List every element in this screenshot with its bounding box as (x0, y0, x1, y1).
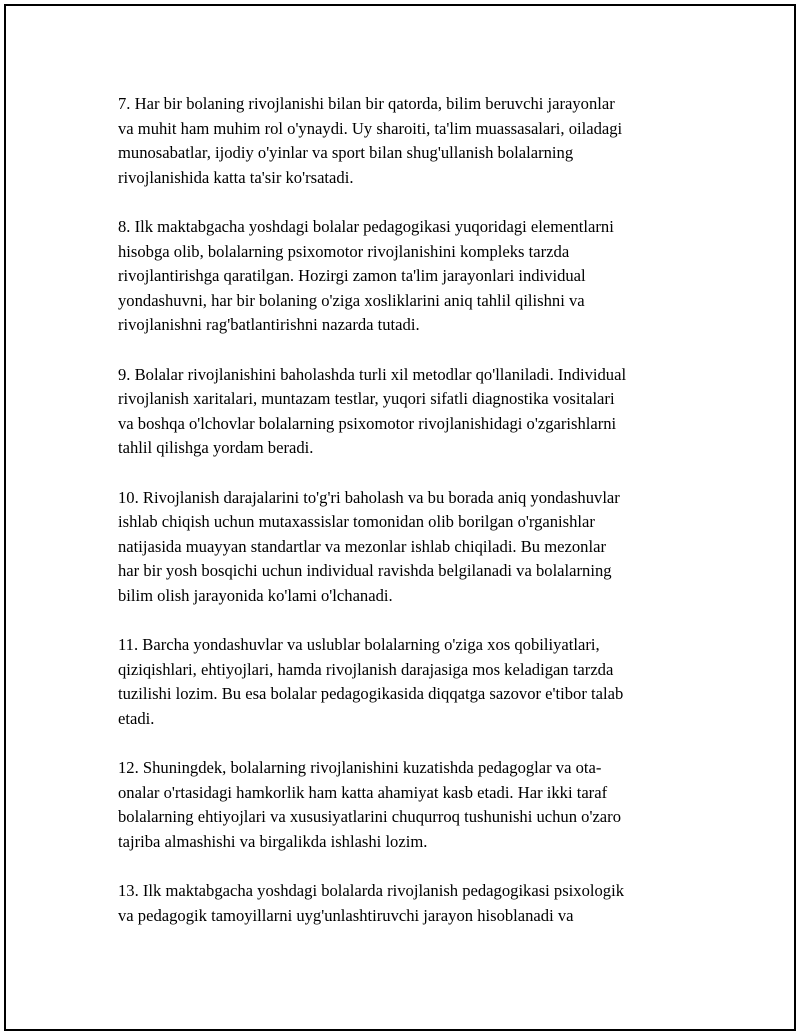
paragraph-10 (118, 486, 688, 609)
text-line: rivojlanish xaritalari, muntazam testlar, yuqori sifatli diagnostika vositalari (118, 389, 615, 409)
text-line: tajriba almashishi va birgalikda ishlashi lozim. (118, 831, 428, 851)
text-line: rivojlanishida katta ta'sir ko'rsatadi. (118, 167, 354, 187)
text-line: 11. Barcha yondashuvlar va uslublar bolalarning o'ziga xos qobiliyatlari, (118, 635, 600, 655)
text-line: ishlab chiqish uchun mutaxassislar tomonidan olib borilgan o'rganishlar (118, 512, 595, 532)
text-line: hisobga olib, bolalarning psixomotor rivojlanishini kompleks tarzda (118, 241, 570, 261)
text-line: tuzilishi lozim. Bu esa bolalar pedagogikasida diqqatga sazovor e'tibor talab (118, 684, 624, 704)
text-line: onalar o'rtasidagi hamkorlik ham katta ahamiyat kasb etadi. Har ikki taraf (118, 782, 608, 802)
paragraph-9 (118, 363, 688, 461)
text-line: 10. Rivojlanish darajalarini to'g'ri baholash va bu borada aniq yondashuvlar (118, 487, 620, 507)
text-line: 9. Bolalar rivojlanishini baholashda turli xil metodlar qo'llaniladi. Individual (118, 364, 627, 384)
document-body (118, 92, 688, 953)
text-line: natijasida muayyan standartlar va mezonlar ishlab chiqiladi. Bu mezonlar (118, 536, 606, 556)
paragraph-8 (118, 215, 688, 338)
text-line: bilim olish jarayonida ko'lami o'lchanadi. (118, 585, 393, 605)
text-line: va pedagogik tamoyillarni uyg'unlashtiruvchi jarayon hisoblanadi va (118, 905, 574, 925)
text-line: rivojlanishni rag'batlantirishni nazarda tutadi. (118, 315, 420, 335)
text-line: va muhit ham muhim rol o'ynaydi. Uy sharoiti, ta'lim muassasalari, oiladagi (118, 118, 623, 138)
text-line: etadi. (118, 708, 155, 728)
text-line: yondashuvni, har bir bolaning o'ziga xosliklarini aniq tahlil qilishni va (118, 290, 585, 310)
paragraph-11 (118, 633, 688, 731)
text-line: munosabatlar, ijodiy o'yinlar va sport bilan shug'ullanish bolalarning (118, 143, 574, 163)
text-line: 13. Ilk maktabgacha yoshdagi bolalarda rivojlanish pedagogikasi psixologik (118, 881, 624, 900)
text-line: bolalarning ehtiyojlari va xususiyatlarini chuqurroq tushunishi uchun o'zaro (118, 807, 621, 827)
text-line: 8. Ilk maktabgacha yoshdagi bolalar pedagogikasi yuqoridagi elementlarni (118, 216, 614, 236)
text-line: har bir yosh bosqichi uchun individual ravishda belgilanadi va bolalarning (118, 561, 612, 581)
paragraph-7 (118, 92, 688, 190)
text-line: 12. Shuningdek, bolalarning rivojlanishini kuzatishda pedagoglar va ota- (118, 758, 602, 778)
paragraph-12 (118, 756, 688, 854)
text-line: 7. Har bir bolaning rivojlanishi bilan bir qatorda, bilim beruvchi jarayonlar (118, 94, 615, 113)
text-line: tahlil qilishga yordam beradi. (118, 438, 314, 458)
text-line: va boshqa o'lchovlar bolalarning psixomotor rivojlanishidagi o'zgarishlarni (118, 413, 617, 433)
text-line: rivojlantirishga qaratilgan. Hozirgi zamon ta'lim jarayonlari individual (118, 266, 586, 286)
paragraph-13 (118, 879, 688, 928)
text-line: qiziqishlari, ehtiyojlari, hamda rivojlanish darajasiga mos keladigan tarzda (118, 659, 614, 679)
